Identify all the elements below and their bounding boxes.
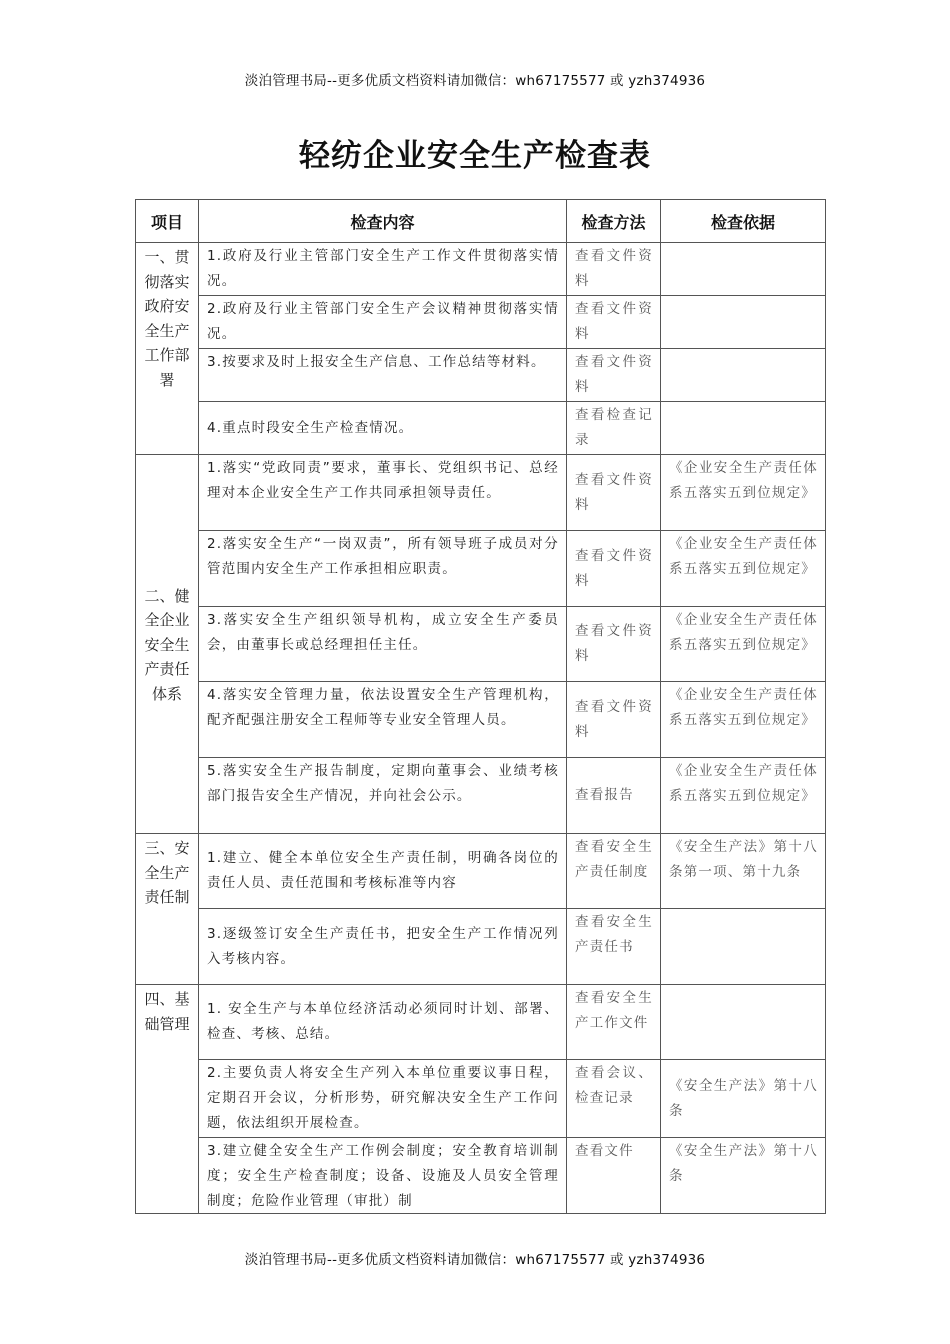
basis-cell: 《企业安全生产责任体系五落实五到位规定》 — [661, 455, 826, 531]
basis-cell: 《安全生产法》第十八条 — [661, 1138, 826, 1214]
method-cell: 查看文件 — [567, 1138, 661, 1214]
content-cell: 2.主要负责人将安全生产列入本单位重要议事日程，定期召开会议，分析形势，研究解决安全生产工作问题，依法组织开展检查。 — [199, 1060, 567, 1138]
method-cell: 查看文件资料 — [567, 296, 661, 349]
method-cell: 查看文件资料 — [567, 349, 661, 402]
basis-cell: 《企业安全生产责任体系五落实五到位规定》 — [661, 682, 826, 758]
table-row — [136, 758, 826, 834]
basis-cell — [661, 402, 826, 455]
page-header: 淡泊管理书局--更多优质文档资料请加微信：wh67175577 或 yzh374936 — [244, 73, 706, 89]
table-row — [136, 682, 826, 758]
section-cell — [136, 243, 199, 455]
content-cell: 1.政府及行业主管部门安全生产工作文件贯彻落实情况。 — [199, 243, 567, 296]
method-cell: 查看会议、检查记录 — [567, 1060, 661, 1138]
section-name: 三、安全生产责任制 — [144, 839, 190, 907]
basis-cell — [661, 349, 826, 402]
table-row — [136, 243, 826, 296]
section-cell — [136, 455, 199, 834]
basis-cell — [661, 985, 826, 1060]
column-header-content: 检查内容 — [199, 200, 567, 243]
table-row — [136, 455, 826, 531]
method-cell: 查看安全生产工作文件 — [567, 985, 661, 1060]
table-row — [136, 985, 826, 1060]
content-cell: 3.建立健全安全生产工作例会制度；安全教育培训制度；安全生产检查制度；设备、设施及人员安全管理制度；危险作业管理（审批）制 — [199, 1138, 567, 1214]
column-header-method: 检查方法 — [567, 200, 661, 243]
content-cell: 1.落实“党政同责”要求，董事长、党组织书记、总经理对本企业安全生产工作共同承担领导责任。 — [199, 455, 567, 531]
table-row — [136, 1138, 826, 1214]
method-cell: 查看报告 — [567, 758, 661, 834]
section-cell — [136, 834, 199, 985]
page-footer: 淡泊管理书局--更多优质文档资料请加微信：wh67175577 或 yzh374936 — [244, 1252, 706, 1268]
section-name: 四、基础管理 — [144, 990, 190, 1033]
column-header-item: 项目 — [136, 200, 199, 243]
table-row — [136, 296, 826, 349]
content-cell: 2.落实安全生产“一岗双责”，所有领导班子成员对分管范围内安全生产工作承担相应职责。 — [199, 531, 567, 607]
content-cell: 4.落实安全管理力量，依法设置安全生产管理机构，配齐配强注册安全工程师等专业安全管理人员。 — [199, 682, 567, 758]
method-cell: 查看文件资料 — [567, 682, 661, 758]
table-row — [136, 607, 826, 682]
method-cell: 查看安全生产责任制度 — [567, 834, 661, 909]
content-cell: 2.政府及行业主管部门安全生产会议精神贯彻落实情况。 — [199, 296, 567, 349]
table-row — [136, 834, 826, 909]
content-cell: 1.建立、健全本单位安全生产责任制，明确各岗位的责任人员、责任范围和考核标准等内容 — [199, 834, 567, 909]
table-row — [136, 349, 826, 402]
page-title: 轻纺企业安全生产检查表 — [299, 138, 651, 174]
content-cell: 3.落实安全生产组织领导机构，成立安全生产委员会，由董事长或总经理担任主任。 — [199, 607, 567, 682]
method-cell: 查看文件资料 — [567, 531, 661, 607]
checklist-table — [135, 199, 826, 1214]
table-row — [136, 402, 826, 455]
basis-cell: 《安全生产法》第十八条 — [661, 1060, 826, 1138]
method-cell: 查看文件资料 — [567, 455, 661, 531]
basis-cell: 《安全生产法》第十八条第一项、第十九条 — [661, 834, 826, 909]
basis-cell — [661, 243, 826, 296]
table-header-row — [136, 200, 826, 243]
content-cell: 3.按要求及时上报安全生产信息、工作总结等材料。 — [199, 349, 567, 402]
content-cell: 3.逐级签订安全生产责任书，把安全生产工作情况列入考核内容。 — [199, 909, 567, 985]
section-name: 一、贯彻落实政府安全生产工作部署 — [144, 248, 190, 389]
method-cell: 查看文件资料 — [567, 243, 661, 296]
table-row — [136, 909, 826, 985]
basis-cell — [661, 296, 826, 349]
content-cell: 5.落实安全生产报告制度，定期向董事会、业绩考核部门报告安全生产情况，并向社会公示。 — [199, 758, 567, 834]
basis-cell: 《企业安全生产责任体系五落实五到位规定》 — [661, 758, 826, 834]
column-header-basis: 检查依据 — [661, 200, 826, 243]
table-row — [136, 531, 826, 607]
method-cell: 查看文件资料 — [567, 607, 661, 682]
basis-cell — [661, 909, 826, 985]
content-cell: 4.重点时段安全生产检查情况。 — [199, 402, 567, 455]
basis-cell: 《企业安全生产责任体系五落实五到位规定》 — [661, 607, 826, 682]
method-cell: 查看安全生产责任书 — [567, 909, 661, 985]
table-row — [136, 1060, 826, 1138]
section-cell — [136, 985, 199, 1214]
section-name: 二、健全企业安全生产责任体系 — [144, 586, 190, 703]
basis-cell: 《企业安全生产责任体系五落实五到位规定》 — [661, 531, 826, 607]
method-cell: 查看检查记录 — [567, 402, 661, 455]
content-cell: 1. 安全生产与本单位经济活动必须同时计划、部署、检查、考核、总结。 — [199, 985, 567, 1060]
